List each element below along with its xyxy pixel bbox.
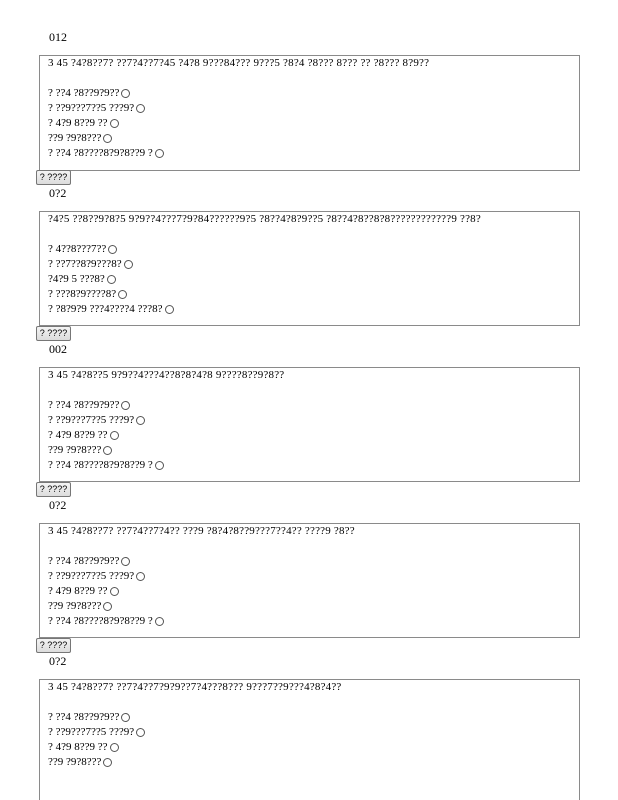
answer-option[interactable]: ? ?8?9?9 ???4????4 ???8?: [48, 302, 579, 317]
question-number: 0?2: [49, 654, 67, 668]
answer-option[interactable]: ? ??9???7??5 ???9?: [48, 101, 579, 116]
radio-button[interactable]: [136, 728, 145, 737]
radio-button[interactable]: [118, 290, 127, 299]
radio-button[interactable]: [110, 431, 119, 440]
radio-button[interactable]: [124, 260, 133, 269]
submit-button[interactable]: ? ????: [36, 326, 71, 341]
radio-button[interactable]: [121, 557, 130, 566]
question-number: 0?2: [49, 498, 67, 512]
radio-button[interactable]: [136, 104, 145, 113]
answer-option[interactable]: ? 4?9 8??9 ??: [48, 740, 579, 755]
radio-button[interactable]: [107, 275, 116, 284]
radio-button[interactable]: [110, 743, 119, 752]
answer-option[interactable]: ? ??4 ?8??9?9??: [48, 86, 579, 101]
question-number: 012: [49, 30, 67, 44]
question-text: 3 45 ?4?8??7? ??7?4??7?45 ?4?8 9???84??? 9???5 ?8?4 ?8??? 8??? ?? ?8??? 8?9??: [48, 57, 430, 69]
answer-option[interactable]: ? 4?9 8??9 ??: [48, 584, 579, 599]
answer-option[interactable]: ? ??9???7??5 ???9?: [48, 725, 579, 740]
answer-option[interactable]: ??9 ?9?8???: [48, 599, 579, 614]
answer-option[interactable]: ? ??4 ?8??9?9??: [48, 398, 579, 413]
question-number: 0?2: [49, 186, 67, 200]
answer-option[interactable]: ? ??4 ?8????8?9?8??9 ?: [48, 614, 579, 629]
radio-button[interactable]: [155, 461, 164, 470]
radio-button[interactable]: [155, 617, 164, 626]
radio-button[interactable]: [110, 119, 119, 128]
question-text: 3 45 ?4?8??7? ??7?4??7?4?? ???9 ?8?4?8??9???7??4?? ????9 ?8??: [48, 525, 355, 537]
answer-option[interactable]: ? ??9???7??5 ???9?: [48, 413, 579, 428]
answer-option[interactable]: ? ??7??8?9???8?: [48, 257, 579, 272]
radio-button[interactable]: [103, 758, 112, 767]
answer-option[interactable]: ? 4??8???7??: [48, 242, 579, 257]
answer-option[interactable]: ? ??9???7??5 ???9?: [48, 569, 579, 584]
answer-option[interactable]: ? ??4 ?8??9?9??: [48, 554, 579, 569]
question-box: [39, 55, 580, 171]
radio-button[interactable]: [110, 587, 119, 596]
question-box: [39, 523, 580, 638]
question-text: ?4?5 ??8??9?8?5 9?9??4???7?9?84??????9?5 ?8??4?8?9??5 ?8??4?8??8?8????????????9 ??8?: [48, 213, 481, 225]
radio-button[interactable]: [136, 416, 145, 425]
answer-option[interactable]: ?4?9 5 ???8?: [48, 272, 579, 287]
answer-option[interactable]: ? ??4 ?8????8?9?8??9 ?: [48, 146, 579, 161]
radio-button[interactable]: [108, 245, 117, 254]
question-box: [39, 679, 580, 800]
radio-button[interactable]: [103, 134, 112, 143]
radio-button[interactable]: [136, 572, 145, 581]
radio-button[interactable]: [121, 401, 130, 410]
radio-button[interactable]: [165, 305, 174, 314]
answer-option[interactable]: ? ???8?9????8?: [48, 287, 579, 302]
question-box: [39, 367, 580, 482]
answer-option[interactable]: ??9 ?9?8???: [48, 443, 579, 458]
submit-button[interactable]: ? ????: [36, 482, 71, 497]
radio-button[interactable]: [121, 89, 130, 98]
answer-option[interactable]: ??9 ?9?8???: [48, 131, 579, 146]
radio-button[interactable]: [121, 713, 130, 722]
answer-option[interactable]: ??9 ?9?8???: [48, 755, 579, 770]
radio-button[interactable]: [155, 149, 164, 158]
question-text: 3 45 ?4?8??7? ??7?4??7?9?9??7?4???8??? 9???7??9???4?8?4??: [48, 681, 342, 693]
answer-option[interactable]: ? 4?9 8??9 ??: [48, 116, 579, 131]
radio-button[interactable]: [103, 446, 112, 455]
answer-option[interactable]: ? 4?9 8??9 ??: [48, 428, 579, 443]
radio-button[interactable]: [103, 602, 112, 611]
answer-option[interactable]: ? ??4 ?8????8?9?8??9 ?: [48, 458, 579, 473]
question-number: 002: [49, 342, 67, 356]
submit-button[interactable]: ? ????: [36, 170, 71, 185]
answer-option[interactable]: ? ??4 ?8??9?9??: [48, 710, 579, 725]
submit-button[interactable]: ? ????: [36, 638, 71, 653]
question-text: 3 45 ?4?8??5 9?9??4???4??8?8?4?8 9????8??9?8??: [48, 369, 285, 381]
question-box: [39, 211, 580, 326]
